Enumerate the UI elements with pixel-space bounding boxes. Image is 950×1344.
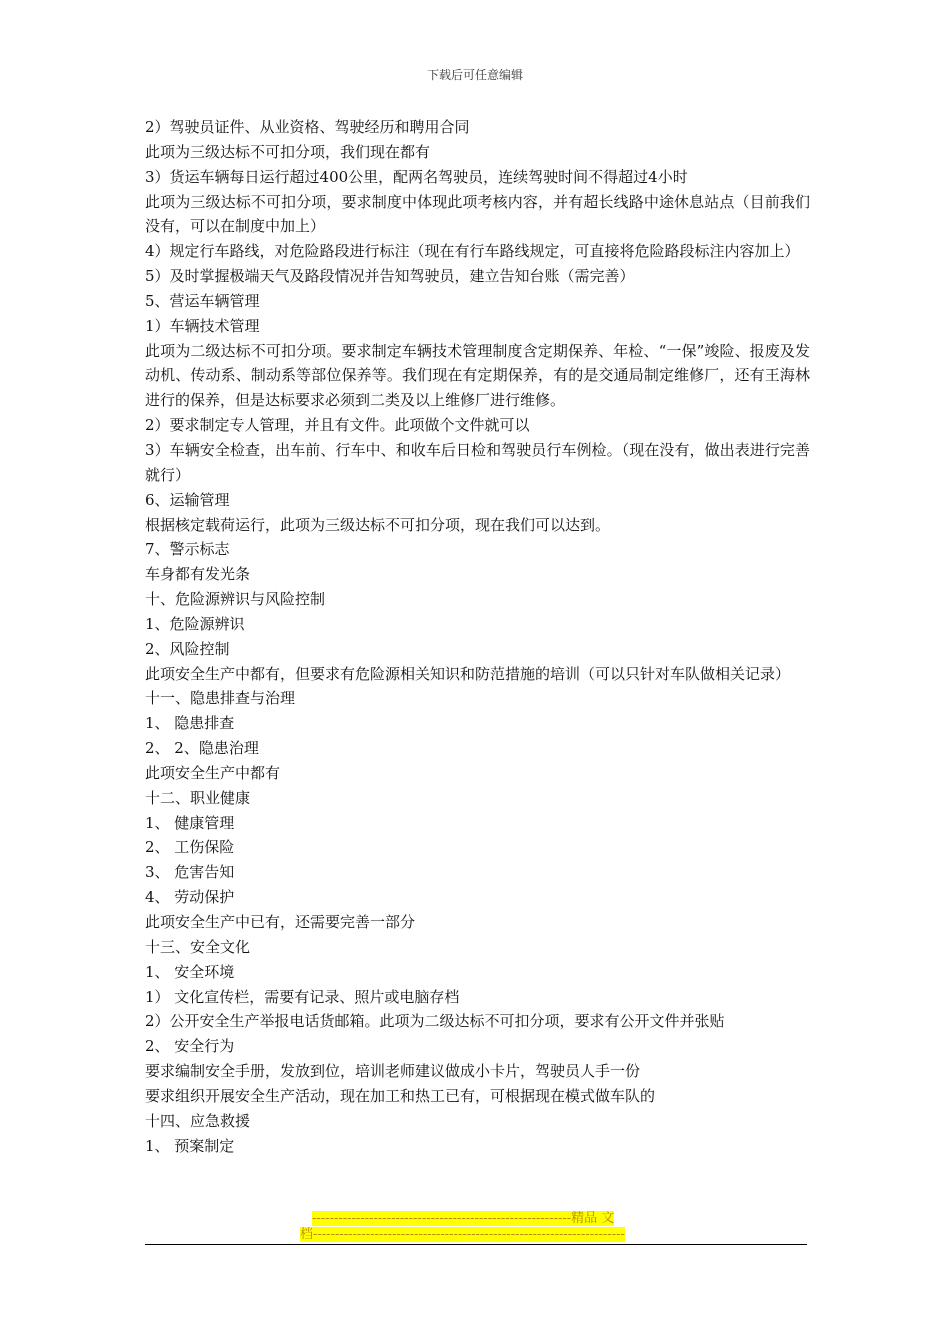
section-heading: 7、警示标志 xyxy=(145,540,230,559)
paragraph: 2）驾驶员证件、从业资格、驾驶经历和聘用合同 xyxy=(145,118,470,136)
chapter-heading: 十三、安全文化 xyxy=(145,937,251,956)
chapter-heading: 十一、隐患排查与治理 xyxy=(145,689,296,708)
chapter-heading: 十四、应急救援 xyxy=(145,1111,251,1130)
list-item: 2）公开安全生产举报电话货邮箱。此项为二级达标不可扣分项，要求有公开文件并张贴 xyxy=(145,1012,725,1031)
section-heading: 6、运输管理 xyxy=(145,490,230,509)
list-item: 1） 文化宣传栏，需要有记录、照片或电脑存档 xyxy=(145,987,460,1006)
list-item: 1、 健康管理 xyxy=(145,813,235,832)
paragraph: 3）货运车辆每日运行超过400公里，配两名驾驶员，连续驾驶时间不得超过4小时 xyxy=(145,167,688,186)
list-item: 1、危险源辨识 xyxy=(145,614,245,633)
footer-banner xyxy=(300,1211,650,1243)
list-item: 2、 2、隐患治理 xyxy=(145,739,259,758)
paragraph: 车身都有发光条 xyxy=(145,565,251,584)
footer-line-1 xyxy=(300,1211,650,1227)
paragraph: 根据核定载荷运行，此项为三级达标不可扣分项，现在我们可以达到。 xyxy=(145,515,611,534)
paragraph: 此项安全生产中已有，还需要完善一部分 xyxy=(145,913,416,931)
chapter-heading: 十二、职业健康 xyxy=(145,788,251,807)
paragraph: 4）规定行车路线，对危险路段进行标注（现在有行车路线规定，可直接将危险路段标注内容加上） xyxy=(145,242,800,261)
list-item: 1、 隐患排查 xyxy=(145,714,235,733)
document-body xyxy=(145,115,810,1158)
list-item: 1、 安全环境 xyxy=(145,962,235,981)
section-heading: 5、营运车辆管理 xyxy=(145,291,260,310)
footer-divider xyxy=(145,1244,807,1245)
paragraph: 此项为三级达标不可扣分项，要求制度中体现此项考核内容，并有超长线路中途休息站点（目前我们没有，可以在制度中加上） xyxy=(145,192,810,236)
list-item: 4、 劳动保护 xyxy=(145,888,235,907)
paragraph: 此项为三级达标不可扣分项，我们现在都有 xyxy=(145,142,431,161)
paragraph: 5）及时掌握极端天气及路段情况并告知驾驶员，建立告知台账（需完善） xyxy=(145,267,635,286)
paragraph: 要求编制安全手册，发放到位，培训老师建议做成小卡片，驾驶员人手一份 xyxy=(145,1062,641,1081)
list-item: 2、风险控制 xyxy=(145,639,230,658)
paragraph: 3）车辆安全检查，出车前、行车中、和收车后日检和驾驶员行车例检。（现在没有，做出表进行完善就行） xyxy=(145,440,810,484)
paragraph: 此项安全生产中都有，但要求有危险源相关知识和防范措施的培训（可以只针对车队做相关记录） xyxy=(145,664,791,683)
list-item: 3、 危害告知 xyxy=(145,863,235,882)
list-item: 2、 安全行为 xyxy=(145,1037,235,1056)
paragraph: 要求组织开展安全生产活动，现在加工和热工已有，可根据现在模式做车队的 xyxy=(145,1086,656,1105)
paragraph: 2）要求制定专人管理，并且有文件。此项做个文件就可以 xyxy=(145,416,530,435)
list-item: 1、 预案制定 xyxy=(145,1136,235,1155)
footer-line-2 xyxy=(300,1227,650,1243)
page-header: 下载后可任意编辑 xyxy=(426,68,523,82)
list-item: 2、 工伤保险 xyxy=(145,838,235,857)
chapter-heading: 十、危险源辨识与风险控制 xyxy=(145,590,326,609)
paragraph: 此项为二级达标不可扣分项。要求制定车辆技术管理制度含定期保养、年检、“一保”竣险、报废及发动机、传动系、制动系等部位保养等。我们现在有定期保养，有的是交通局制定维修厂，还有王海林进行的保养，但是达标要求必须到二类及以上维修厂进行维修。 xyxy=(145,341,810,410)
subsection-heading: 1）车辆技术管理 xyxy=(145,316,260,335)
paragraph: 此项安全生产中都有 xyxy=(145,763,281,782)
footer-text-2: 档----------------------------------------------------------------------- xyxy=(300,1227,625,1242)
footer-text-1: -----------------------------------------------------------精品 文 xyxy=(312,1211,615,1226)
